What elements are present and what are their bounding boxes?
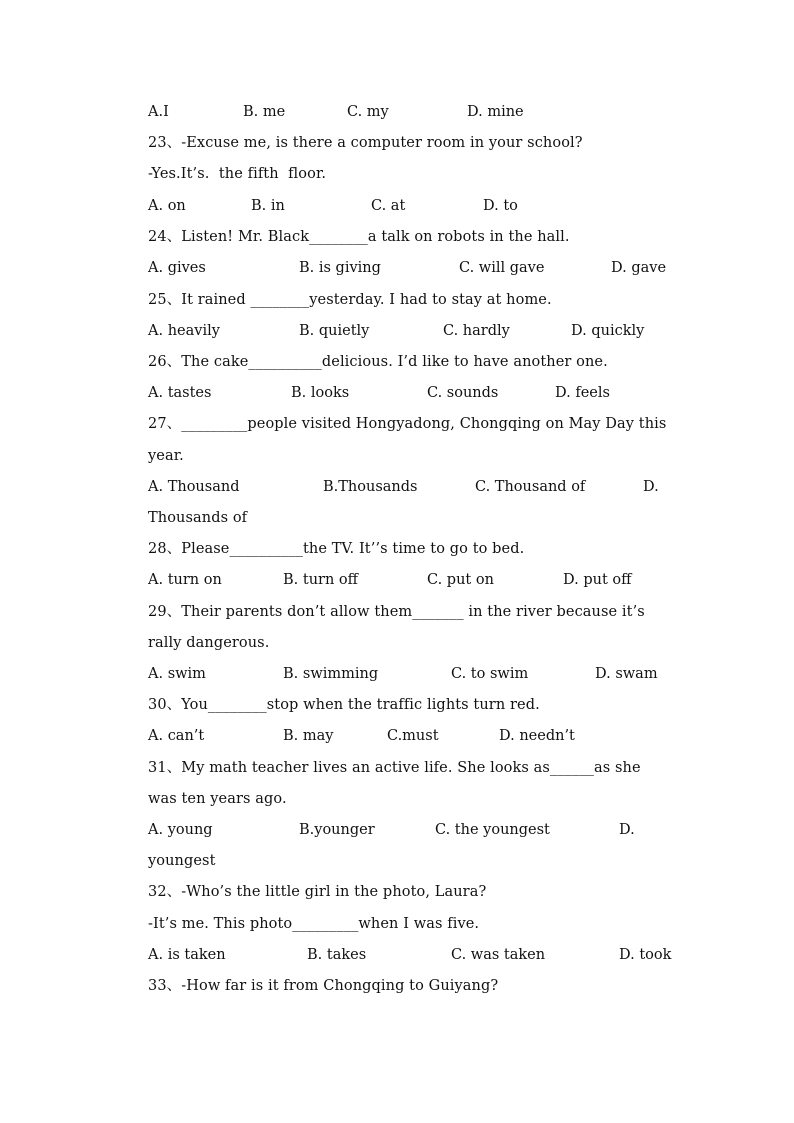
option-c: C. hardly — [443, 323, 510, 339]
option-a: A. gives — [148, 260, 206, 276]
option-d: D. — [619, 822, 635, 838]
option-d: D. mine — [467, 104, 524, 120]
option-c: C. at — [371, 198, 406, 214]
option-c: C. will gave — [459, 260, 545, 276]
option-c: C. put on — [427, 572, 494, 588]
option-c: C. the youngest — [435, 822, 550, 838]
question-27-cont: year. — [148, 448, 184, 464]
question-33: 33、-How far is it from Chongqing to Guiyang? — [148, 978, 499, 994]
question-23-answer: -Yes.It’s. the fifth floor. — [148, 166, 327, 182]
option-c: C. was taken — [451, 947, 546, 963]
option-b: B. is giving — [299, 260, 381, 276]
question-29-cont: rally dangerous. — [148, 635, 270, 651]
option-d: D. gave — [611, 260, 667, 276]
option-b: B. may — [283, 728, 334, 744]
option-a: A. tastes — [148, 385, 212, 401]
option-d: D. quickly — [571, 323, 645, 339]
option-a: A. turn on — [148, 572, 222, 588]
option-d: D. swam — [595, 666, 658, 682]
option-c: C. sounds — [427, 385, 499, 401]
option-b: B. in — [251, 198, 285, 214]
option-d: D. feels — [555, 385, 610, 401]
option-c: C. to swim — [451, 666, 529, 682]
option-d-cont: Thousands of — [148, 510, 248, 526]
option-d-cont: youngest — [148, 853, 216, 869]
option-b: B. swimming — [283, 666, 379, 682]
option-b: B. turn off — [283, 572, 358, 588]
option-b: B. quietly — [299, 323, 370, 339]
option-a: A. young — [148, 822, 213, 838]
question-29: 29、Their parents don’t allow them_______ in the river because it’s — [148, 604, 645, 620]
option-a: A. heavily — [148, 323, 220, 339]
question-24: 24、Listen! Mr. Black________a talk on robots in the hall. — [148, 229, 570, 245]
option-c: C. my — [347, 104, 389, 120]
question-25: 25、It rained ________yesterday. I had to stay at home. — [148, 292, 552, 308]
option-d: D. put off — [563, 572, 632, 588]
question-32-answer: -It’s me. This photo_________when I was five. — [148, 916, 480, 932]
option-c: C. Thousand of — [475, 479, 586, 495]
question-26: 26、The cake__________delicious. I’d like to have another one. — [148, 354, 608, 370]
option-b: B. takes — [307, 947, 367, 963]
option-c: C.must — [387, 728, 439, 744]
option-a: A. can’t — [148, 728, 205, 744]
question-31-cont: was ten years ago. — [148, 791, 287, 807]
option-b: B. looks — [291, 385, 350, 401]
option-a: A. on — [148, 198, 186, 214]
question-31: 31、My math teacher lives an active life. She looks as______as she — [148, 760, 641, 776]
option-d: D. — [643, 479, 659, 495]
question-30: 30、You________stop when the traffic lights turn red. — [148, 697, 540, 713]
option-d: D. took — [619, 947, 672, 963]
option-b: B. me — [243, 104, 286, 120]
question-23: 23、-Excuse me, is there a computer room in your school? — [148, 135, 583, 151]
option-b: B.Thousands — [323, 479, 418, 495]
option-b: B.younger — [299, 822, 375, 838]
option-a: A. swim — [148, 666, 206, 682]
option-d: D. to — [483, 198, 518, 214]
question-32: 32、-Who’s the little girl in the photo, Laura? — [148, 884, 487, 900]
option-d: D. needn’t — [499, 728, 575, 744]
option-a: A.I — [148, 104, 169, 120]
option-a: A. is taken — [148, 947, 226, 963]
question-27: 27、_________people visited Hongyadong, Chongqing on May Day this — [148, 416, 667, 432]
question-28: 28、Please__________the TV. It’’s time to go to bed. — [148, 541, 525, 557]
option-a: A. Thousand — [148, 479, 240, 495]
